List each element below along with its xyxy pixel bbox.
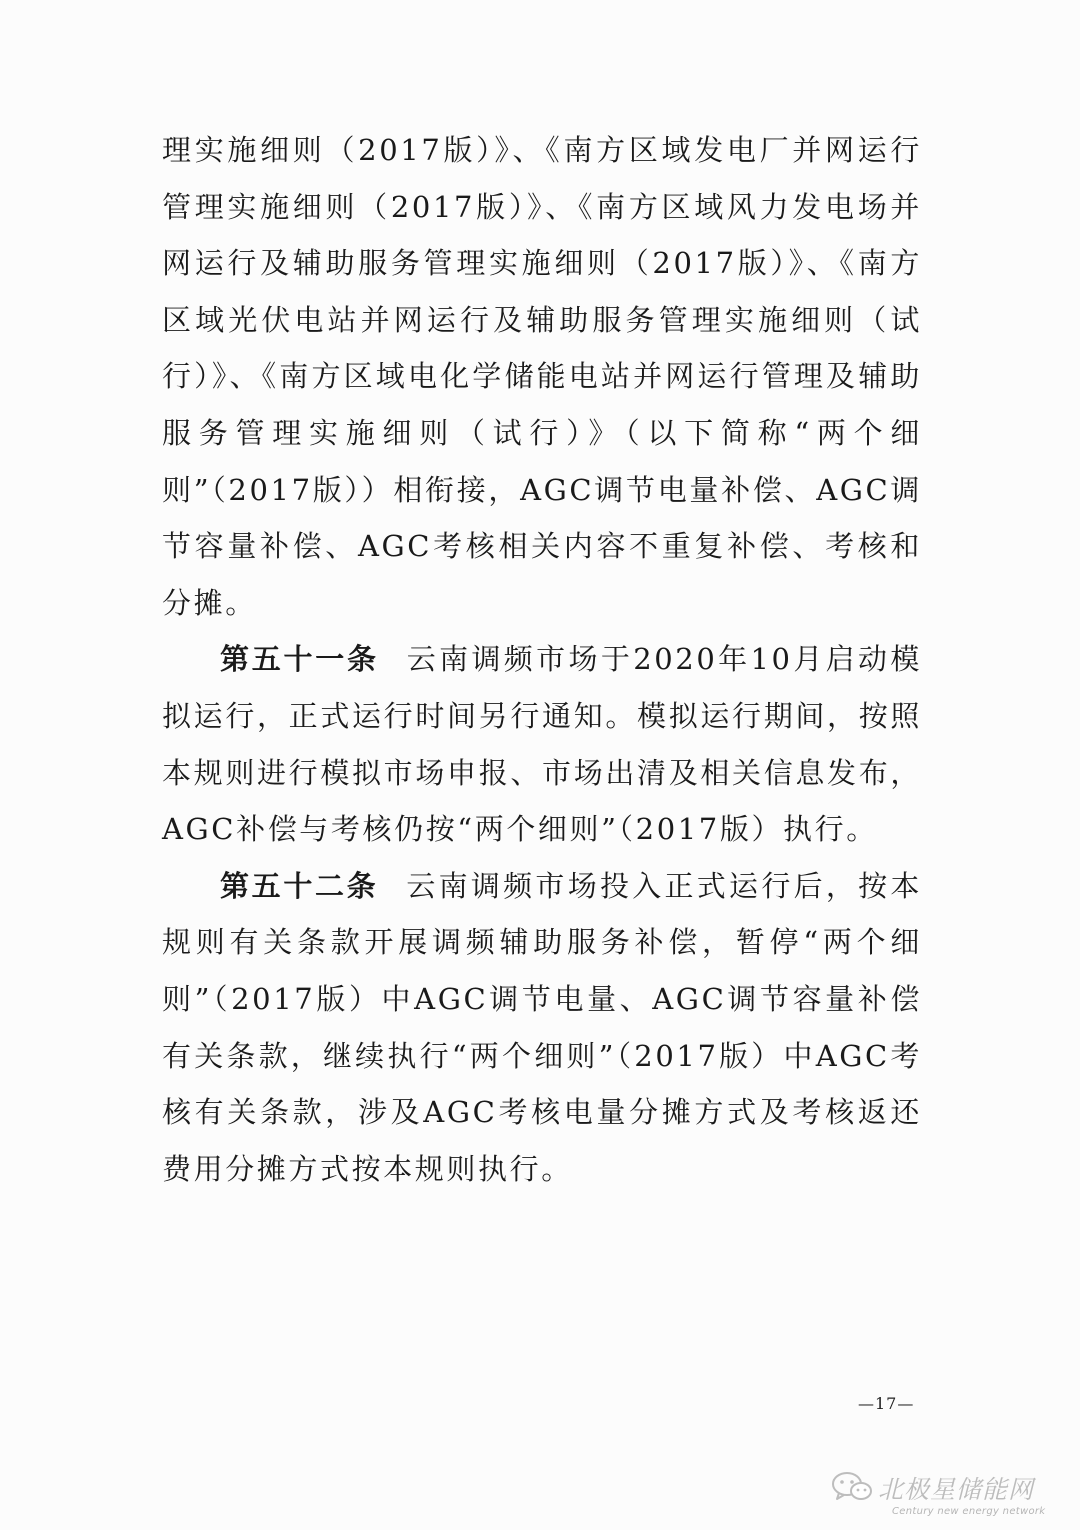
article-52 [162, 858, 922, 1198]
article-text: 云南调频市场投入正式运行后，按本规则有关条款开展调频辅助服务补偿，暂停“两个细则”（2017版）中AGC调节电量、AGC调节容量补偿有关条款，继续执行“两个细则”（2017版）中AGC考核有关条款，涉及AGC考核电量分摊方式及考核返还费用分摊方式按本规则执行。 [162, 868, 922, 1186]
article-number: 第五十二条 [220, 868, 379, 903]
paragraph-continuation: 理实施细则（2017版）》、《南方区域发电厂并网运行管理实施细则（2017版）》、《南方区域风力发电场并网运行及辅助服务管理实施细则（2017版）》、《南方区域光伏电站并网运行及辅助服务管理实施细则（试行）》、《南方区域电化学储能电站并网运行管理及辅助服务管理实施细则（试行）》（以下简称“两个细则”（2017版））相衔接，AGC调节电量补偿、AGC调节容量补偿、AGC考核相关内容不重复补偿、考核和分摊。 [162, 133, 922, 620]
article-51 [162, 631, 922, 857]
article-number: 第五十一条 [220, 642, 379, 677]
document-body [162, 122, 922, 1197]
watermark-text: 北极星储能网 [878, 1475, 1035, 1504]
article-text: 云南调频市场于2020年10月启动模拟运行，正式运行时间另行通知。模拟运行期间，按照本规则进行模拟市场申报、市场出清及相关信息发布，AGC补偿与考核仍按“两个细则”（2017版）执行。 [162, 642, 922, 847]
watermark [830, 1470, 1070, 1530]
page-number: —17— [858, 1394, 915, 1413]
watermark-subtext: Century new energy network [892, 1506, 1046, 1517]
wechat-icon [830, 1470, 874, 1504]
